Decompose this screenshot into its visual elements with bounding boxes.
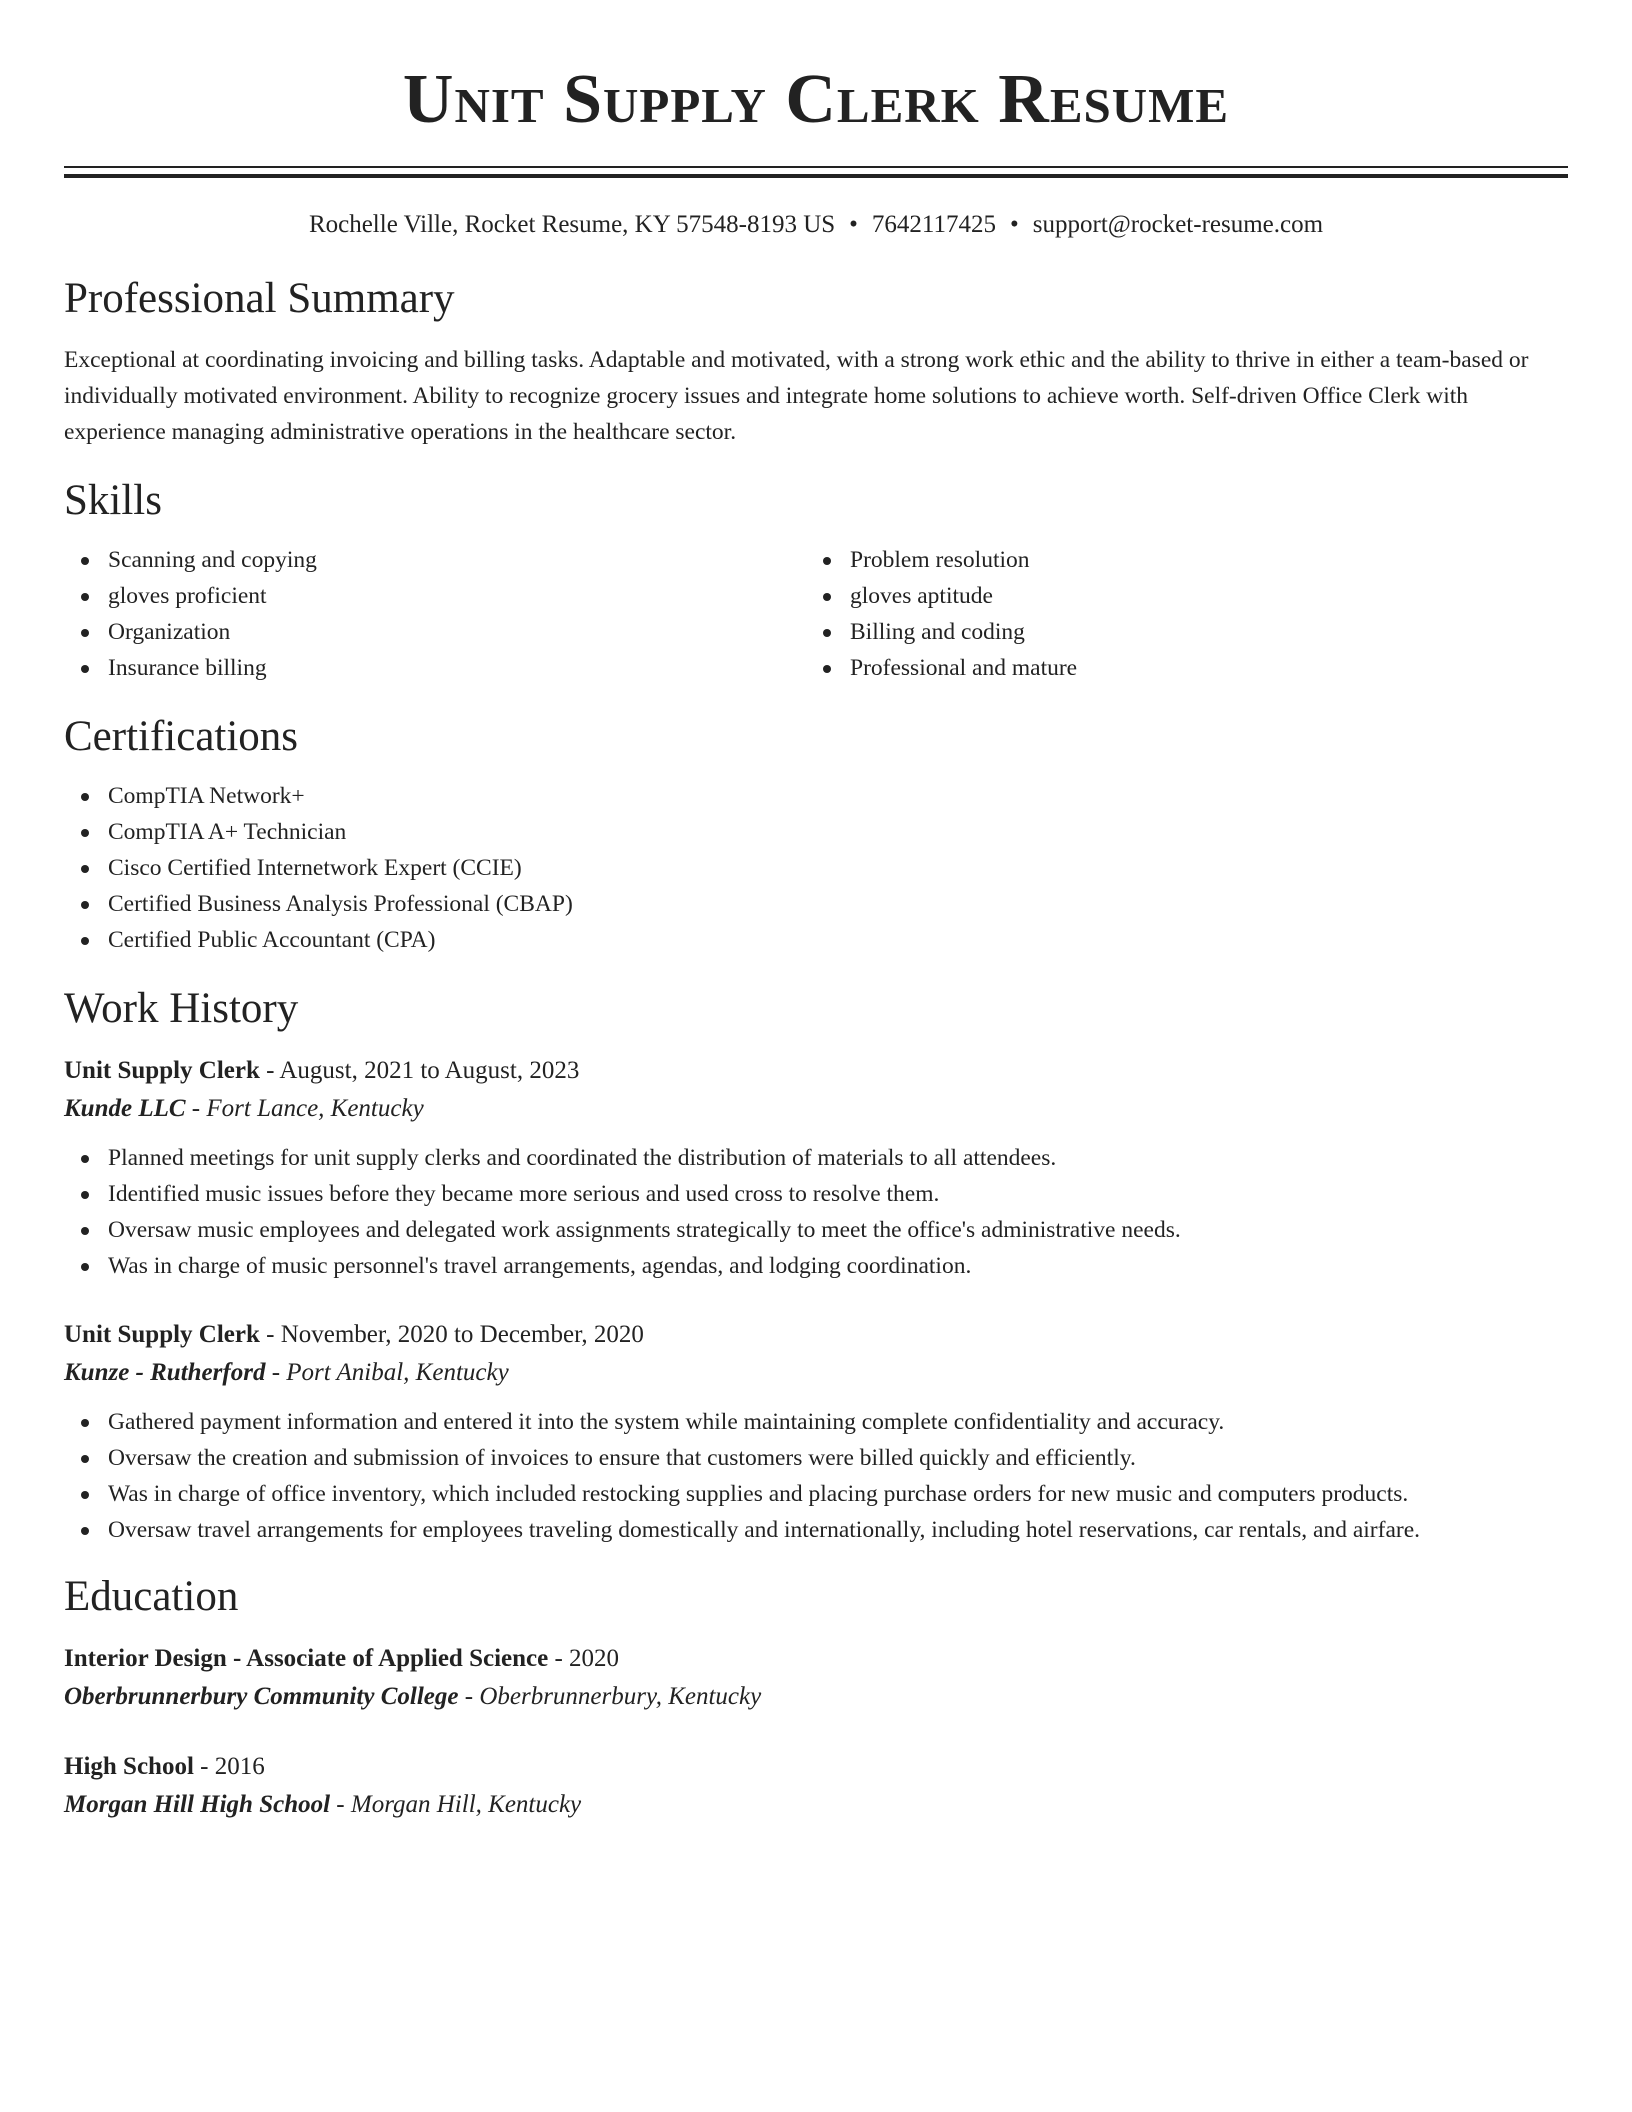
list-item: Professional and mature	[806, 650, 1548, 686]
education-school: Oberbrunnerbury Community College	[64, 1683, 459, 1710]
job-location: - Fort Lance, Kentucky	[185, 1095, 424, 1122]
contact-address: Rochelle Ville, Rocket Resume, KY 57548-8193 US	[308, 211, 836, 238]
list-item: Organization	[64, 614, 806, 650]
list-item: gloves proficient	[64, 578, 806, 614]
summary-section	[64, 274, 1568, 450]
list-item: Certified Business Analysis Professional (CBAP)	[64, 886, 1568, 922]
job-title-line	[64, 1052, 1568, 1090]
list-item: Gathered payment information and entered it into the system while maintaining complete confidentiality and accuracy.	[64, 1404, 1568, 1440]
contact-separator: •	[849, 211, 858, 238]
list-item: Certified Public Accountant (CPA)	[64, 922, 1568, 958]
list-item: CompTIA A+ Technician	[64, 814, 1568, 850]
summary-heading: Professional Summary	[64, 275, 455, 322]
education-location: - Morgan Hill, Kentucky	[330, 1791, 582, 1818]
job-bullets	[64, 1404, 1568, 1548]
job-entry	[64, 1316, 1568, 1548]
education-entry	[64, 1640, 1568, 1716]
job-company-line	[64, 1090, 1568, 1128]
contact-email: support@rocket-resume.com	[1032, 211, 1324, 238]
summary-text: Exceptional at coordinating invoicing and billing tasks. Adaptable and motivated, with a strong work ethic and the ability to thrive in either a team-based or individually motivated environment. Ability to recognize grocery issues and integrate home solutions to achieve worth. Self-driven Office Clerk with experience managing administrative operations in the healthcare sector.	[64, 347, 1529, 445]
certifications-section	[64, 712, 1568, 958]
list-item: Was in charge of music personnel's travel arrangements, agendas, and lodging coordination.	[64, 1248, 1568, 1284]
skills-column-right	[806, 542, 1548, 686]
job-company-line	[64, 1354, 1568, 1392]
contact-separator: •	[1010, 211, 1019, 238]
education-section	[64, 1572, 1568, 1824]
job-entry	[64, 1052, 1568, 1284]
list-item: Was in charge of office inventory, which included restocking supplies and placing purchase orders for new music and computers products.	[64, 1476, 1568, 1512]
job-dates: - November, 2020 to December, 2020	[259, 1321, 644, 1348]
education-degree: Interior Design - Associate of Applied Science	[64, 1645, 549, 1672]
education-year: - 2020	[548, 1645, 620, 1672]
list-item: Billing and coding	[806, 614, 1548, 650]
resume-title: Unit Supply Clerk Resume	[402, 61, 1230, 138]
education-degree: High School	[64, 1753, 194, 1780]
list-item: Oversaw the creation and submission of invoices to ensure that customers were billed quickly and efficiently.	[64, 1440, 1568, 1476]
education-school: Morgan Hill High School	[64, 1791, 331, 1818]
certifications-heading: Certifications	[64, 713, 299, 760]
job-location: - Port Anibal, Kentucky	[265, 1359, 509, 1386]
skills-heading: Skills	[64, 477, 162, 524]
education-entry	[64, 1748, 1568, 1824]
skills-section	[64, 476, 1568, 686]
job-bullets	[64, 1140, 1568, 1284]
title-divider-thin	[64, 166, 1568, 168]
contact-phone: 7642117425	[871, 211, 996, 238]
education-degree-line	[64, 1748, 1568, 1786]
list-item: gloves aptitude	[806, 578, 1548, 614]
work-history-heading: Work History	[64, 985, 299, 1032]
job-dates: - August, 2021 to August, 2023	[259, 1057, 580, 1084]
job-title-line	[64, 1316, 1568, 1354]
list-item: Identified music issues before they became more serious and used cross to resolve them.	[64, 1176, 1568, 1212]
list-item: Scanning and copying	[64, 542, 806, 578]
education-degree-line	[64, 1640, 1568, 1678]
resume-page	[64, 0, 1568, 1824]
job-title: Unit Supply Clerk	[64, 1057, 260, 1084]
job-company: Kunze - Rutherford	[64, 1359, 266, 1386]
job-title: Unit Supply Clerk	[64, 1321, 260, 1348]
certifications-list	[64, 778, 1568, 958]
list-item: Planned meetings for unit supply clerks and coordinated the distribution of materials to all attendees.	[64, 1140, 1568, 1176]
work-history-section	[64, 984, 1568, 1548]
skills-grid	[64, 542, 1568, 686]
job-company: Kunde LLC	[64, 1095, 186, 1122]
education-school-line	[64, 1786, 1568, 1824]
list-item: Oversaw travel arrangements for employees traveling domestically and internationally, including hotel reservations, car rentals, and airfare.	[64, 1512, 1568, 1548]
education-year: - 2016	[193, 1753, 265, 1780]
list-item: Insurance billing	[64, 650, 806, 686]
list-item: Problem resolution	[806, 542, 1548, 578]
education-location: - Oberbrunnerbury, Kentucky	[458, 1683, 762, 1710]
education-school-line	[64, 1678, 1568, 1716]
contact-line	[64, 208, 1568, 242]
list-item: Cisco Certified Internetwork Expert (CCIE)	[64, 850, 1568, 886]
list-item: CompTIA Network+	[64, 778, 1568, 814]
title-divider-thick	[64, 174, 1568, 178]
skills-column-left	[64, 542, 806, 686]
education-heading: Education	[64, 1573, 239, 1620]
list-item: Oversaw music employees and delegated work assignments strategically to meet the office's administrative needs.	[64, 1212, 1568, 1248]
